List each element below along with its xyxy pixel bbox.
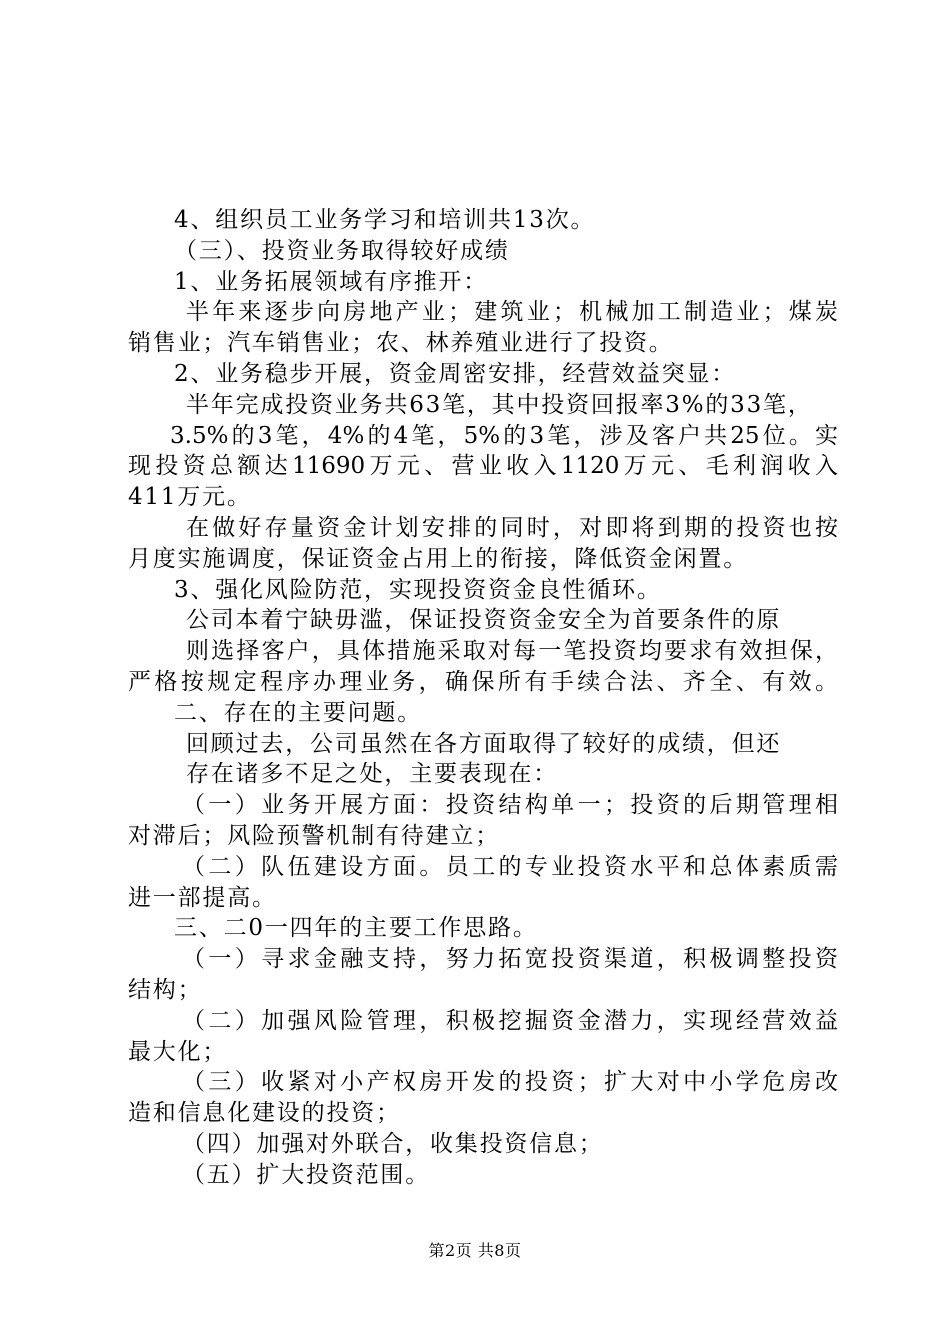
paragraph-line: 对滞后；风险预警机制有待建立； (128, 822, 500, 849)
subsection-heading: 3、强化风险防范，实现投资资金良性循环。 (174, 576, 662, 603)
section-heading: 三、二0一四年的主要工作思路。 (174, 915, 538, 942)
paragraph-line: （一）寻求金融支持，努力拓宽投资渠道，积极调整投资 (182, 946, 838, 973)
paragraph-line: 现投资总额达11690万元、营业收入1120万元、毛利润收入 (128, 453, 838, 480)
paragraph-line: （二）加强风险管理，积极挖掘资金潜力，实现经营效益 (182, 1007, 838, 1034)
paragraph-line: 结构； (128, 976, 203, 1003)
paragraph-line: 在做好存量资金计划安排的同时，对即将到期的投资也按 (186, 514, 838, 541)
document-body (128, 205, 838, 1191)
paragraph-line: 严格按规定程序办理业务，确保所有手续合法、齐全、有效。 (128, 668, 838, 695)
paragraph-line: 造和信息化建设的投资； (128, 1100, 401, 1127)
subsection-heading: 1、业务拓展领域有序推开： (174, 268, 489, 295)
paragraph-line: （四）加强对外联合，收集投资信息； (182, 1130, 604, 1157)
paragraph-line: 则选择客户，具体措施采取对每一笔投资均要求有效担保， (186, 638, 838, 665)
section-heading: （三）、投资业务取得较好成绩 (174, 237, 510, 264)
paragraph-line: （三）收紧对小产权房开发的投资；扩大对中小学危房改 (182, 1069, 838, 1096)
subsection-heading: 2、业务稳步开展，资金周密安排，经营效益突显： (174, 360, 737, 387)
paragraph-line: 3.5%的3笔，4%的4笔，5%的3笔，涉及客户共25位。实 (170, 422, 838, 449)
paragraph-line: 存在诸多不足之处，主要表现在： (186, 761, 558, 788)
paragraph-line: 最大化； (128, 1038, 228, 1065)
paragraph-line: （二）队伍建设方面。员工的专业投资水平和总体素质需 (182, 853, 838, 880)
paragraph-line: 4、组织员工业务学习和培训共13次。 (174, 207, 596, 233)
paragraph-line: （一）业务开展方面：投资结构单一；投资的后期管理相 (182, 792, 838, 819)
paragraph-line: 销售业；汽车销售业；农、林养殖业进行了投资。 (128, 330, 674, 357)
paragraph-line: 半年完成投资业务共63笔，其中投资回报率3%的33笔， (186, 391, 813, 418)
paragraph-line: 411万元。 (128, 484, 252, 511)
page-number-footer: 第2页 共8页 (428, 1241, 522, 1260)
paragraph-line: 月度实施调度，保证资金占用上的衔接，降低资金闲置。 (128, 545, 748, 572)
paragraph-line: 进一部提高。 (128, 884, 277, 911)
paragraph-line: 公司本着宁缺毋滥，保证投资资金安全为首要条件的原 (186, 607, 782, 634)
paragraph-line: 回顾过去，公司虽然在各方面取得了较好的成绩，但还 (186, 730, 782, 757)
section-heading: 二、存在的主要问题。 (174, 699, 422, 726)
paragraph-line: （五）扩大投资范围。 (182, 1161, 430, 1188)
paragraph-line: 半年来逐步向房地产业；建筑业；机械加工制造业；煤炭 (186, 299, 838, 326)
